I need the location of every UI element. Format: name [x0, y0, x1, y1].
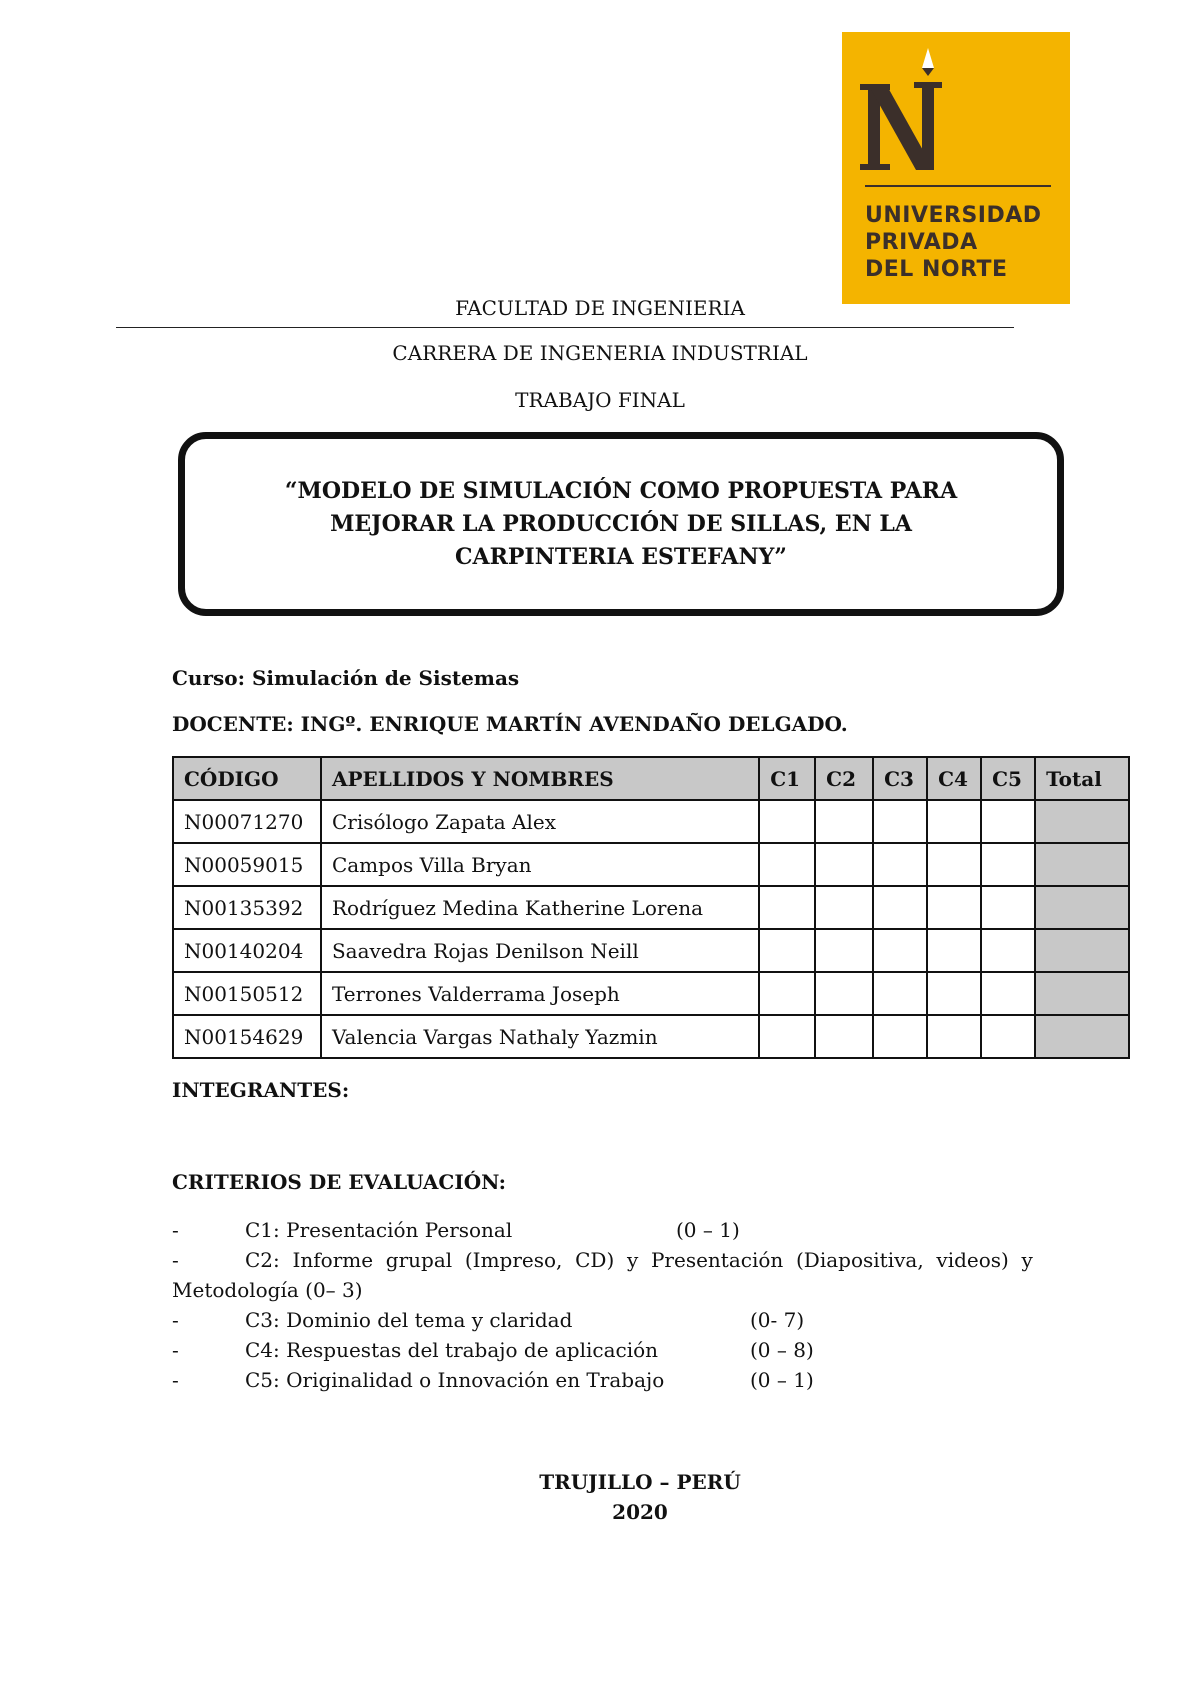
table-row [173, 1015, 1129, 1058]
score-c3 [873, 843, 927, 886]
table-row [173, 972, 1129, 1015]
criterion-c3-range: (0- 7) [750, 1308, 805, 1332]
score-c1 [759, 972, 815, 1015]
student-code: N00059015 [173, 843, 321, 886]
score-c1 [759, 843, 815, 886]
title-line-2: MEJORAR LA PRODUCCIÓN DE SILLAS, EN LA [330, 510, 912, 537]
student-name: Saavedra Rojas Denilson Neill [321, 929, 759, 972]
score-c2 [815, 929, 873, 972]
score-c5 [981, 843, 1035, 886]
score-total [1035, 800, 1129, 843]
score-total [1035, 886, 1129, 929]
score-c2 [815, 1015, 873, 1058]
score-c1 [759, 929, 815, 972]
student-code: N00140204 [173, 929, 321, 972]
year-line: 2020 [612, 1500, 668, 1524]
teacher-line: DOCENTE: INGº. ENRIQUE MARTÍN AVENDAÑO DELGADO. [172, 712, 848, 736]
score-c1 [759, 1015, 815, 1058]
score-c5 [981, 1015, 1035, 1058]
criterion-c3-label: C3: Dominio del tema y claridad [245, 1308, 573, 1332]
students-table [172, 756, 1130, 1059]
criterion-c2-label: C2: Informe grupal (Impreso, CD) y Presentación (Diapositiva, videos) y [245, 1248, 1033, 1272]
criteria-bullet: - [172, 1338, 179, 1362]
score-c4 [927, 886, 981, 929]
header-total: Total [1035, 757, 1129, 800]
logo-line-1: UNIVERSIDAD [865, 203, 1042, 228]
student-code: N00154629 [173, 1015, 321, 1058]
student-code: N00135392 [173, 886, 321, 929]
logo-line-2: PRIVADA [865, 230, 978, 255]
score-c2 [815, 972, 873, 1015]
score-total [1035, 972, 1129, 1015]
student-name: Crisólogo Zapata Alex [321, 800, 759, 843]
score-c3 [873, 1015, 927, 1058]
logo-n-mark [842, 32, 1070, 192]
criteria-bullet: - [172, 1308, 179, 1332]
score-total [1035, 929, 1129, 972]
title-line-1: “MODELO DE SIMULACIÓN COMO PROPUESTA PARA [284, 477, 958, 504]
document-title [231, 475, 1011, 574]
logo-line-3: DEL NORTE [865, 257, 1008, 282]
criterion-c1-range: (0 – 1) [676, 1218, 740, 1242]
student-name: Campos Villa Bryan [321, 843, 759, 886]
criteria-bullet: - [172, 1368, 179, 1392]
score-c1 [759, 800, 815, 843]
criteria-bullet: - [172, 1218, 179, 1242]
score-c3 [873, 929, 927, 972]
score-c5 [981, 972, 1035, 1015]
criterion-c4-range: (0 – 8) [750, 1338, 814, 1362]
title-line-3: CARPINTERIA ESTEFANY” [455, 543, 787, 570]
score-c4 [927, 1015, 981, 1058]
header-c1: C1 [759, 757, 815, 800]
student-code: N00150512 [173, 972, 321, 1015]
header-c5: C5 [981, 757, 1035, 800]
title-box [178, 432, 1064, 616]
score-c3 [873, 886, 927, 929]
career-heading: CARRERA DE INGENERIA INDUSTRIAL [392, 341, 808, 365]
logo-divider [865, 185, 1051, 187]
members-label: INTEGRANTES: [172, 1078, 350, 1102]
table-row [173, 800, 1129, 843]
criteria-heading: CRITERIOS DE EVALUACIÓN: [172, 1170, 507, 1194]
score-c5 [981, 929, 1035, 972]
work-type-heading: TRABAJO FINAL [515, 388, 685, 412]
student-code: N00071270 [173, 800, 321, 843]
criterion-c2-continuation: Metodología (0– 3) [172, 1278, 363, 1302]
city-line: TRUJILLO – PERÚ [539, 1470, 741, 1494]
score-c5 [981, 800, 1035, 843]
criteria-bullet: - [172, 1248, 179, 1272]
table-row [173, 843, 1129, 886]
student-name: Rodríguez Medina Katherine Lorena [321, 886, 759, 929]
score-c3 [873, 800, 927, 843]
score-c3 [873, 972, 927, 1015]
criterion-c1-label: C1: Presentación Personal [245, 1218, 513, 1242]
header-c4: C4 [927, 757, 981, 800]
logo-wordmark [865, 202, 1042, 283]
header-c3: C3 [873, 757, 927, 800]
table-header-row [173, 757, 1129, 800]
criterion-c5-range: (0 – 1) [750, 1368, 814, 1392]
university-logo [842, 32, 1070, 304]
score-c2 [815, 843, 873, 886]
score-c1 [759, 886, 815, 929]
score-c4 [927, 929, 981, 972]
score-total [1035, 843, 1129, 886]
table-row [173, 929, 1129, 972]
score-c4 [927, 843, 981, 886]
header-c2: C2 [815, 757, 873, 800]
header-divider [116, 327, 1014, 328]
score-c2 [815, 886, 873, 929]
student-name: Terrones Valderrama Joseph [321, 972, 759, 1015]
table-row [173, 886, 1129, 929]
criterion-c4-label: C4: Respuestas del trabajo de aplicación [245, 1338, 659, 1362]
score-c4 [927, 800, 981, 843]
score-c4 [927, 972, 981, 1015]
course-line: Curso: Simulación de Sistemas [172, 666, 520, 690]
student-name: Valencia Vargas Nathaly Yazmin [321, 1015, 759, 1058]
score-total [1035, 1015, 1129, 1058]
criterion-c5-label: C5: Originalidad o Innovación en Trabajo [245, 1368, 665, 1392]
score-c5 [981, 886, 1035, 929]
header-name: APELLIDOS Y NOMBRES [321, 757, 759, 800]
score-c2 [815, 800, 873, 843]
header-code: CÓDIGO [173, 757, 321, 800]
faculty-heading: FACULTAD DE INGENIERIA [455, 296, 745, 320]
